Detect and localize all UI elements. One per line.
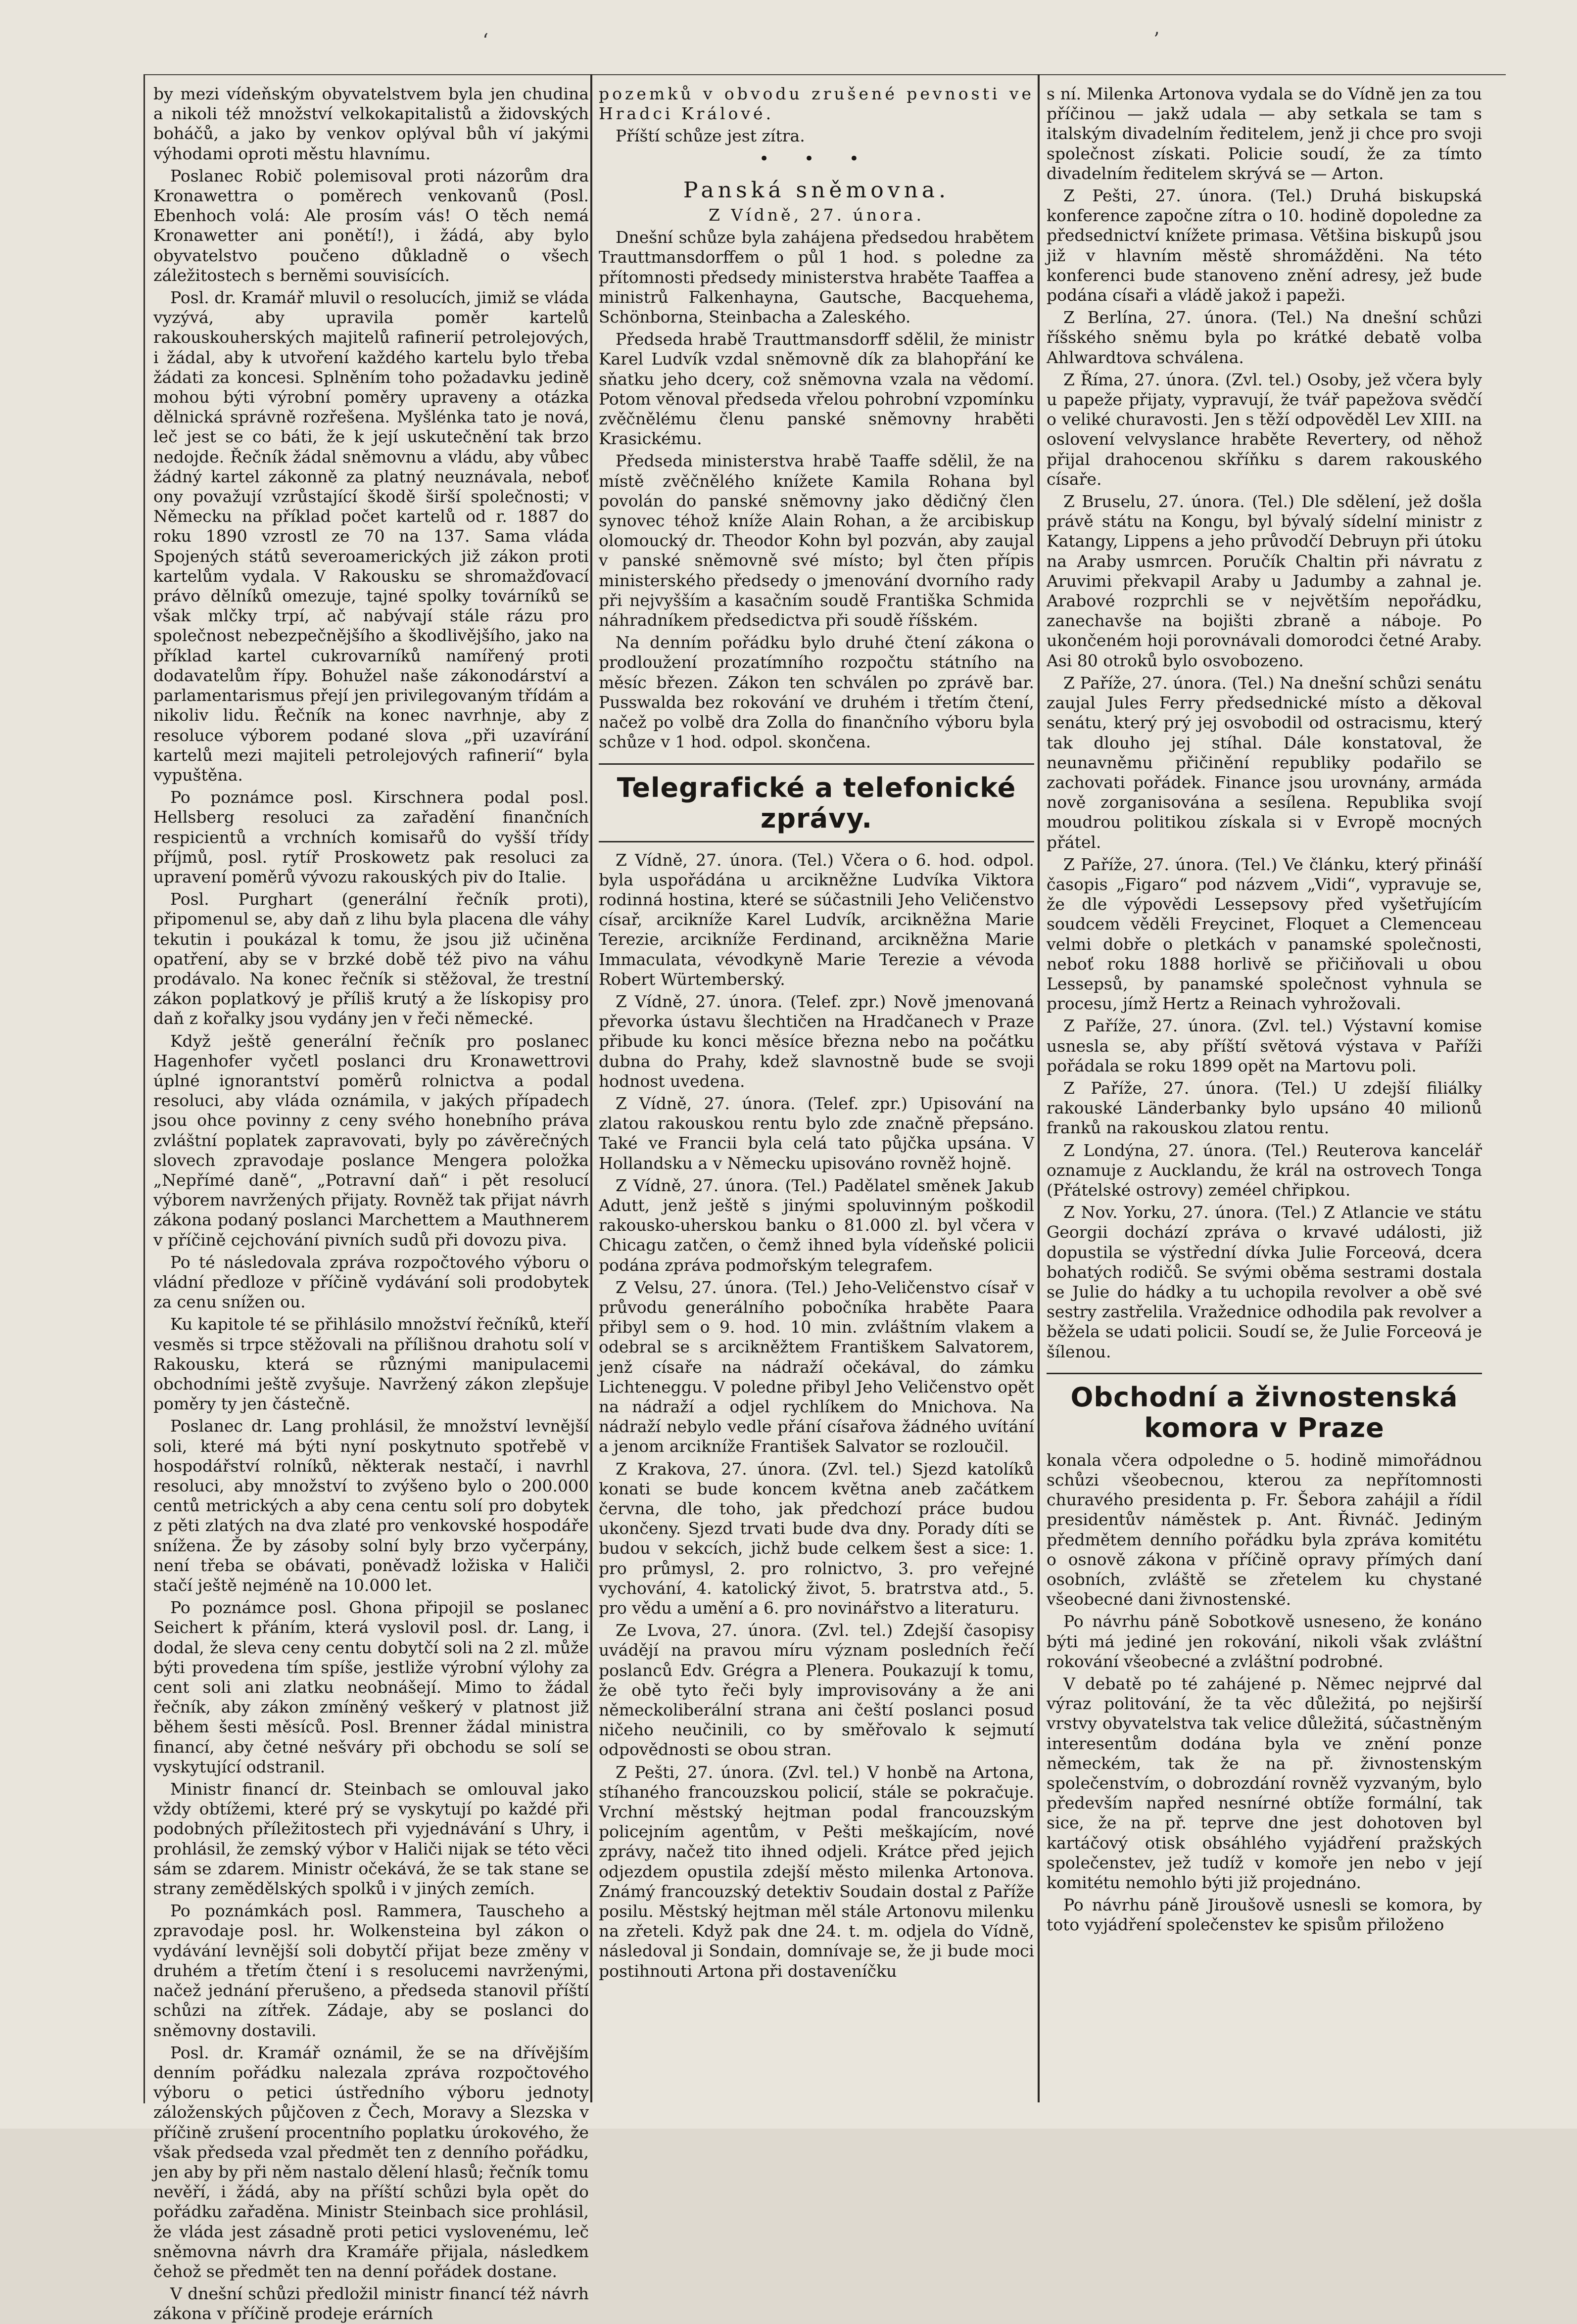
news-item: Z Velsu, 27. února. (Tel.) Jeho-Veličenstvo císař v průvodu generálního pobočníka hraběte Paara přibyl sem o 9. hod. 10 min. zvláštním vlakem a odebral se s arcikněžtem Františkem Salvatorem, jenž císaře na nádraží očekával, do zámku Lichteneggu. V poledne přibyl Jeho Veličenstvo opět na nádraží a odjel rychlíkem do Mnichova. Na nádraží nebylo vedle přání císařova žádného uvítání a jenom arcikníže František Salvator se rozloučil. [599, 1277, 1034, 1456]
column-1 [153, 84, 589, 2324]
news-item: s ní. Milenka Artonova vydala se do Vídně jen za tou příčinou — jakž udala — aby setkala se tam s italským divadelním ředitelem, jenž ji chce pro svoji společnost získati. Policie soudí, že za tímto divadelním ředitelem skrývá se — Arton. [1047, 84, 1482, 183]
paragraph: Po poznámce posl. Ghona připojil se poslanec Seichert k přáním, která vyslovil posl. dr. Lang, i dodal, že sleva ceny centu dobytčí soli na 2 zl. může býti provedena tím spíše, jestliže výrobní výlohy za cent soli ani zlatku neobnášejí. Mimo to žádal řečník, aby zákon zmíněný veškerý v platnost již během šesti měsíců. Posl. Brenner žádal ministra financí, aby četné nešváry při obchodu se solí se vyskytující odstranil. [153, 1598, 589, 1776]
paragraph: pozemků v obvodu zrušené pevnosti ve Hradci Králové. [599, 84, 1034, 124]
news-item: Z Vídně, 27. února. (Tel.) Včera o 6. hod. odpol. byla uspořádána u arcikněžne Ludvíka Viktora rodinná hostina, které se súčastnili Jeho Veličenstvo císař, arcikníže Karel Ludvík, arcikněžna Marie Terezie, arcikníže Ferdinand, arcikněžna Marie Immaculata, vévodkyně Marie Terezie a vévoda Robert Würtemberský. [599, 850, 1034, 989]
margin-mark: ʻ [482, 30, 489, 51]
section-heading: Panská sněmovna. [683, 177, 950, 203]
column-2 [599, 84, 1034, 2102]
news-item: Z Berlína, 27. února. (Tel.) Na dnešní schůzi říšského sněmu byla po krátké debatě volba Ahlwardtova schválena. [1047, 308, 1482, 367]
margin-mark: ʼ [1153, 29, 1159, 50]
news-item: Z Pešti, 27. února. (Zvl. tel.) V honbě na Artona, stíhaného francouzskou policií, stále se pokračuje. Vrchní městský hejtman podal francouzským policejním agentům, v Pešti meškajícím, nové zprávy, načež tito ihned odjeli. Krátce před jejich odjezdem opustila zdejší město milenka Artonova. Známý francouzský detektiv Soudain dostal z Paříže posilu. Městský hejtman měl stále Artonovu milenku na zřeteli. Když pak dne 24. t. m. odjela do Vídně, následoval ji Sondain, domnívaje se, že ji bude moci postihnouti Artona při dostaveníčku [599, 1762, 1034, 1981]
news-item: Z Nov. Yorku, 27. února. (Tel.) Z Atlancie ve státu Georgii dochází zpráva o krvavé události, již dopustila se výstřední dívka Julie Forceová, dcera bohatých rodičů. Se svými oběma sestrami dostala se Julie do hádky a tu uchopila revolver a obě své sestry zastřelila. Vražednice odhodila pak revolver a běžela se udati policii. Soudí se, že Julie Forceová je šílenou. [1047, 1203, 1482, 1361]
paragraph: konala včera odpoledne o 5. hodině mimořádnou schůzi všeobecnou, kterou za nepřítomnosti churavého presidenta p. Fr. Šebora zahájil a řídil presidentův náměstek p. Ant. Řivnáč. Jediným předmětem denního pořádku byla zpráva komitétu o osnově zákona v příčině opravy přímých daní osobních, zvláště se zřetelem ku chystané všeobecné dani živnostenské. [1047, 1450, 1482, 1609]
paragraph: Posl. dr. Kramář oznámil, že se na dřívějším denním pořádku nalezala zpráva rozpočtového výboru o petici ústředního výboru jednoty záloženských půjčoven z Čech, Moravy a Slezska v příčině zrušení procentního poplatku úrokového, že však předseda vzal předmět ten z denního pořádku, jen aby by při něm nastalo dělení hlasů; řečník tomu nevěří, i žádá, aby na příští schůzi byla opět do pořádku zařaděna. Ministr Steinbach sice prohlásil, že vláda jest zásadně proti petici vyslovenému, leč sněmovna návrh dra Kramáře přijala, následkem čehož se předmět ten na denní pořádek dostane. [153, 2043, 589, 2281]
news-item: Z Paříže, 27. února. (Tel.) Ve článku, který přináší časopis „Figaro“ pod názvem „Vidi“, vypravuje se, že dle výpovědi Lessepsovy před vyšetřujícím soudcem věděli Freycinet, Floquet a Clemenceau velmi dobře o pletkách v panamské společnosti, neboť roku 1888 horlivě se přičiňovali u obou Lessepsů, by panamské společnost vyhnula se procesu, jímž Hertz a Reinach vyhrožovali. [1047, 854, 1482, 1014]
column-rule [590, 74, 592, 2102]
news-item: Z Vídně, 27. února. (Telef. zpr.) Nově jmenovaná převorka ústavu šlechtičen na Hradčanech v Praze přibude ku konci měsíce března nebo na počátku dubna do Prahy, kdež slavnostně bude se svoji hodnost uvedena. [599, 991, 1034, 1091]
news-item: Z Bruselu, 27. února. (Tel.) Dle sdělení, jež došla právě státu na Kongu, byl bývalý sídelní ministr z Katangy, Lippens a jeho průvodčí Debruyn při útoku na Araby usmrcen. Poručík Chaltin při návratu z Aruvimi překvapil Araby u Jadumby a zahnal je. Arabové rozprchli se v největším nepořádku, zanechavše na bojišti zbraně a náboje. Po ukončeném hoji porovnávali domorodci četné Araby. Asi 80 otroků bylo osvobozeno. [1047, 492, 1482, 670]
news-item: Z Paříže, 27. února. (Tel.) Na dnešní schůzi senátu zaujal Jules Ferry předsednické místo a děkoval senátu, který prý jej osvobodil od ostracismu, který tak dlouho jej stíhal. Dále konstatoval, že neunavněmu přičinění republiky podařilo se zachovati pořádek. Finance jsou urovnány, armáda nově zorganisována a sesílena. Republika svojí moudrou politikou získala si v Evropě mocných přátel. [1047, 673, 1482, 852]
paragraph: V debatě po té zahájené p. Němec nejprvé dal výraz politování, že ta věc důležitá, po nejširší vrstvy obyvatelstva tak velice důležitá, súčastněným interesentům dodána byla ve znění ponze německém, tak že na př. živnostenským společenstvím, o dobrozdání rovněž vyzvaným, bylo především napřed nesnírné obtíže formální, tak sice, že na př. teprve dne jest dohotoven byl kartáčový otisk obsáhlého vyjádření pražských společenstev, jež tudíž v komoře jen nebo v její komitétu nemohlo býti již projednáno. [1047, 1674, 1482, 1893]
paragraph: Po té následovala zpráva rozpočtového výboru o vládní předloze v příčině vydávání soli prodobytek za cenu snížen ou. [153, 1252, 589, 1312]
news-item: Z Pešti, 27. února. (Tel.) Druhá biskupská konference započne zítra o 10. hodině dopoledne za předsednictví knížete primasa. Většina biskupů jsou již v hlavním městě shromážděni. Na této konferenci bude stanoveno znění adresy, jež bude podána císaři a vládě jakož i papeži. [1047, 186, 1482, 305]
paragraph: Předseda hrabě Trauttmansdorff sdělil, že ministr Karel Ludvík vzdal sněmovně dík za blahopřání ke sňatku jeho dcery, což sněmovna vzala na vědomí. Potom věnoval předseda vřelou pohrobní vzpomínku zvěčnělému členu panské sněmovny hraběti Krasickému. [599, 329, 1034, 449]
dateline: Z Vídně, 27. února. [709, 205, 924, 225]
paragraph: Poslanec dr. Lang prohlásil, že množství levnější soli, které má býti nyní poskytnuto spotřebě v hospodářství rolníků, některak nestačí, i navrhl resoluci, aby množství to zvýšeno bylo o 200.000 centů metrických a aby cena centu solí pro dobytek z pěti zlatých na dva zlaté pro venkovské hospodáře snížena. Že by zásoby solní byly brzo vyčerpány, není třeba se obávati, poněvadž ložiska v Haliči stačí ještě nejméně na 10.000 let. [153, 1416, 589, 1595]
section-rule [1047, 1373, 1482, 1374]
paragraph: Příští schůze jest zítra. [616, 126, 805, 146]
news-item: Z Paříže, 27. února. (Tel.) U zdejší filiálky rakouské Länderbanky bylo upsáno 40 milionů franků na rakouskou zlatou rentu. [1047, 1078, 1482, 1138]
column-3 [1047, 84, 1482, 2102]
news-item: Z Krakova, 27. února. (Zvl. tel.) Sjezd katolíků konati se bude koncem května aneb začátkem června, dle toho, jak předchozí práce budou ukončeny. Sjezd trvati bude dva dny. Porady díti se budou v sekcích, jichž bude celkem šest a sice: 1. pro průmysl, 2. pro rolnictvo, 3. pro veřejné vychování, 4. katolický život, 5. bratrstva atd., 5. pro vědu a umění a 6. pro novinářstvo a literaturu. [599, 1459, 1034, 1618]
column-rule [1038, 74, 1040, 2102]
paragraph: Po návrhu páně Sobotkově usneseno, že konáno býti má jediné jen rokování, nikoli však zvláštní rokování všeobecné a zvláštní podrobné. [1047, 1612, 1482, 1671]
section-heading: Telegrafické a telefonické zprávy. [617, 772, 1016, 834]
section-divider: • • • [759, 148, 874, 169]
paragraph: Posl. dr. Kramář mluvil o resolucích, jimiž se vláda vyzývá, aby upravila poměr kartelů rakouskouherských majitelů rafinerií petrolejových, i žádal, aby k utvoření každého kartelu bylo třeba žádati za koncesi. Splněním toho požadavku jedině mohou býti výrobní poměry upraveny a otázka dělnická správně rozřešena. Myšlénka tato je nová, leč jest se co báti, že k její uskutečnění tak brzo nedojde. Řečník žádal sněmovnu a vládu, aby vůbec žádný kartel zákonně za platný neuznávala, neboť ony považují vzrůstající škodě širší společnosti; v Německu na příklad počet kartelů od r. 1887 do roku 1890 vzrostl ze 70 na 137. Sama vláda Spojených států severoamerických již zákon proti kartelům vydala. V Rakousku se shromažďovací právo dělníků omezuje, tajné spolky továrníků se však mlčky trpí, ač nabývají stále rázu pro společnost nebezpečnějšího a škodlivějšího, jako na příklad kartel cukrovarníků namířený proti dodavatelům řípy. Bohužel naše zákonodárství a parlamentarismus přejí jen privilegovaným třídám a nikoliv lidu. Řečník na konec navrhnje, aby z resoluce výborem podané slova „při uzavírání kartelů mezi majiteli petrolejových rafinerií“ byla vypuštěna. [153, 288, 589, 785]
paragraph: Dnešní schůze byla zahájena předsedou hrabětem Trauttmansdorffem o půl 1 hod. s poledne za přítomnosti předsedy ministerstva hraběte Taaffea a ministrů Falkenhayna, Gautsche, Bacquehema, Schönborna, Steinbacha a Zaleského. [599, 228, 1034, 327]
section-rule [599, 841, 1034, 842]
paragraph: Na denním pořádku bylo druhé čtení zákona o prodloužení prozatímního rozpočtu státního na měsíc březen. Zákon ten schválen po zprávě bar. Pusswalda bez rokování ve druhém i třetím čtení, načež po volbě dra Zolla do finančního výboru byla schůze v 1 hod. odpol. skončena. [599, 633, 1034, 752]
paragraph: Ministr financí dr. Steinbach se omlouval jako vždy obtížemi, které prý se vyskytují po každé při podobných příležitostech při vyjednávání s Uhry, i prohlásil, že zemský výbor v Haliči nijak se této věci sám se zdarem. Ministr očekává, že se tak stane se strany zemědělských spolků i v jiných zemích. [153, 1779, 589, 1899]
news-item: Ze Lvova, 27. února. (Zvl. tel.) Zdejší časopisy uvádějí na pravou míru význam posledních řečí poslanců Edv. Grégra a Plenera. Poukazují k tomu, že obě tyto řeči byly improvisovány a že ani německoliberální strana ani čeští poslanci posud ničeho neučinili, co by směřovalo k sejmutí odpovědnosti se obou stran. [599, 1621, 1034, 1760]
paragraph: Po návrhu páně Jiroušově usnesli se komora, by toto vyjádření společenstev ke spisům přiloženo [1047, 1895, 1482, 1935]
paragraph: Poslanec Robič polemisoval proti názorům dra Kronawettra o poměrech venkovanů (Posl. Ebenhoch volá: Ale prosím vás! O těch nemá Kronawetter ani ponětí!), i žádá, aby bylo obyvatelstvo poučeno důkladně o všech záležitostech s berněmi souvisících. [153, 166, 589, 285]
paragraph: Po poznámkách posl. Rammera, Tauscheho a zpravodaje posl. hr. Wolkensteina byl zákon o vydávání levnější soli dobytčí přijat beze změny v druhém a třetím čtení i s resolucemi navrženými, načež jednání přerušeno, a předseda stanovil příští schůzi na zítřek. Zádaje, aby se poslanci do sněmovny dostavili. [153, 1901, 589, 2040]
news-item: Z Londýna, 27. února. (Tel.) Reuterova kancelář oznamuje z Aucklandu, že král na ostrovech Tonga (Přátelské ostrovy) zeméel chřipkou. [1047, 1140, 1482, 1200]
paragraph: by mezi vídeňským obyvatelstvem byla jen chudina a nikoli též množství velkokapitalistů a židovských boháčů, a jako by venkov oplýval bůh ví jakými výhodami oproti městu hlavnímu. [153, 84, 589, 163]
paragraph: Po poznámce posl. Kirschnera podal posl. Hellsberg resoluci za zařadění finančních respicientů a vrchních komisařů do vyšší třídy příjmů, posl. rytíř Proskowetz pak resoluci za upravení poměrů vývozu rakouských piv do Italie. [153, 788, 589, 886]
paragraph: V dnešní schůzi předložil ministr financí též návrh zákona v příčině prodeje erárních [153, 2284, 589, 2324]
paragraph: Posl. Purghart (generální řečník proti), připomenul se, aby daň z lihu byla placena dle váhy tekutin i poukázal k tomu, že jsou již učiněna opatření, aby se v brzké době též pivo na váhu prodávalo. Na konec řečník si stěžoval, že trestní zákon poplatkový je příliš krutý a že lískopisy pro daň z kořalky jsou vydány jen v řeči německé. [153, 889, 589, 1028]
news-item: Z Vídně, 27. února. (Telef. zpr.) Upisování na zlatou rakouskou rentu bylo zde značně přepsáno. Také ve Francii byla celá tato půjčka upsána. V Hollandsku a v Německu upisováno rovněž hojně. [599, 1093, 1034, 1173]
paragraph: Předseda ministerstva hrabě Taaffe sdělil, že na místě zvěčnělého knížete Kamila Rohana byl povolán do panské sněmovny jako dědičný člen synovec téhož kníže Alain Rohan, a že arcibiskup olomoucký dr. Theodor Kohn byl pozván, aby zaujal v panské sněmovně své místo; byl čten přípis ministerského předsedy o jmenování dvorního rady při nejvyšším a kasačním soudě Františka Schmida náhradníkem předsedictva při soudě říšském. [599, 451, 1034, 630]
section-rule [599, 763, 1034, 765]
section-heading: Obchodní a živnostenská komora v Praze [1070, 1381, 1458, 1443]
paragraph: Když ještě generální řečník pro poslanec Hagenhofer vyčetl poslanci dru Kronawettrovi úplné ignorantství poměrů rolnictva a podal resoluci, aby vláda oznámila, v jakých případech jsou ohce povinny z ceny svého honebního práva zvláštní poplatek zapravovati, byly po závěrečných slovech zpravodaje poslance Mengera položka „Nepřímé daně“, „Potravní daň“ i pět resolucí výborem navržených přijaty. Rovněž tak přijat návrh zákona podaný poslanci Marchettem a Mauthnerem v příčině cejchování pivních sudů při dovozu piva. [153, 1031, 589, 1250]
news-item: Z Říma, 27. února. (Zvl. tel.) Osoby, jež včera byly u papeže přijaty, vypravují, že tvář papežova svědčí o veliké churavosti. Jen s těží odpověděl Lev XIII. na oslovení velvyslance hraběte Revertery, od něhož přijal drahocenou skříňku s darem rakouského císaře. [1047, 370, 1482, 489]
paragraph: Ku kapitole té se přihlásilo množství řečníků, kteří vesměs si trpce stěžovali na přílišnou drahotu solí v Rakousku, která se různými manipulacemi obchodními ještě zvyšuje. Navržený zákon zlepšuje poměry ty jen částečně. [153, 1314, 589, 1414]
news-item: Z Vídně, 27. února. (Tel.) Padělatel směnek Jakub Adutt, jenž ještě s jinými spoluvinným poškodil rakousko-uherskou banku o 81.000 zl. byl včera v Chicagu zatčen, o čemž ihned byla vídeňské policii podána zpráva podmořským telegrafem. [599, 1175, 1034, 1275]
news-item: Z Paříže, 27. února. (Zvl. tel.) Výstavní komise usnesla se, aby příští světová výstava v Paříži pořádala se roku 1899 opět na Martovu poli. [1047, 1016, 1482, 1075]
